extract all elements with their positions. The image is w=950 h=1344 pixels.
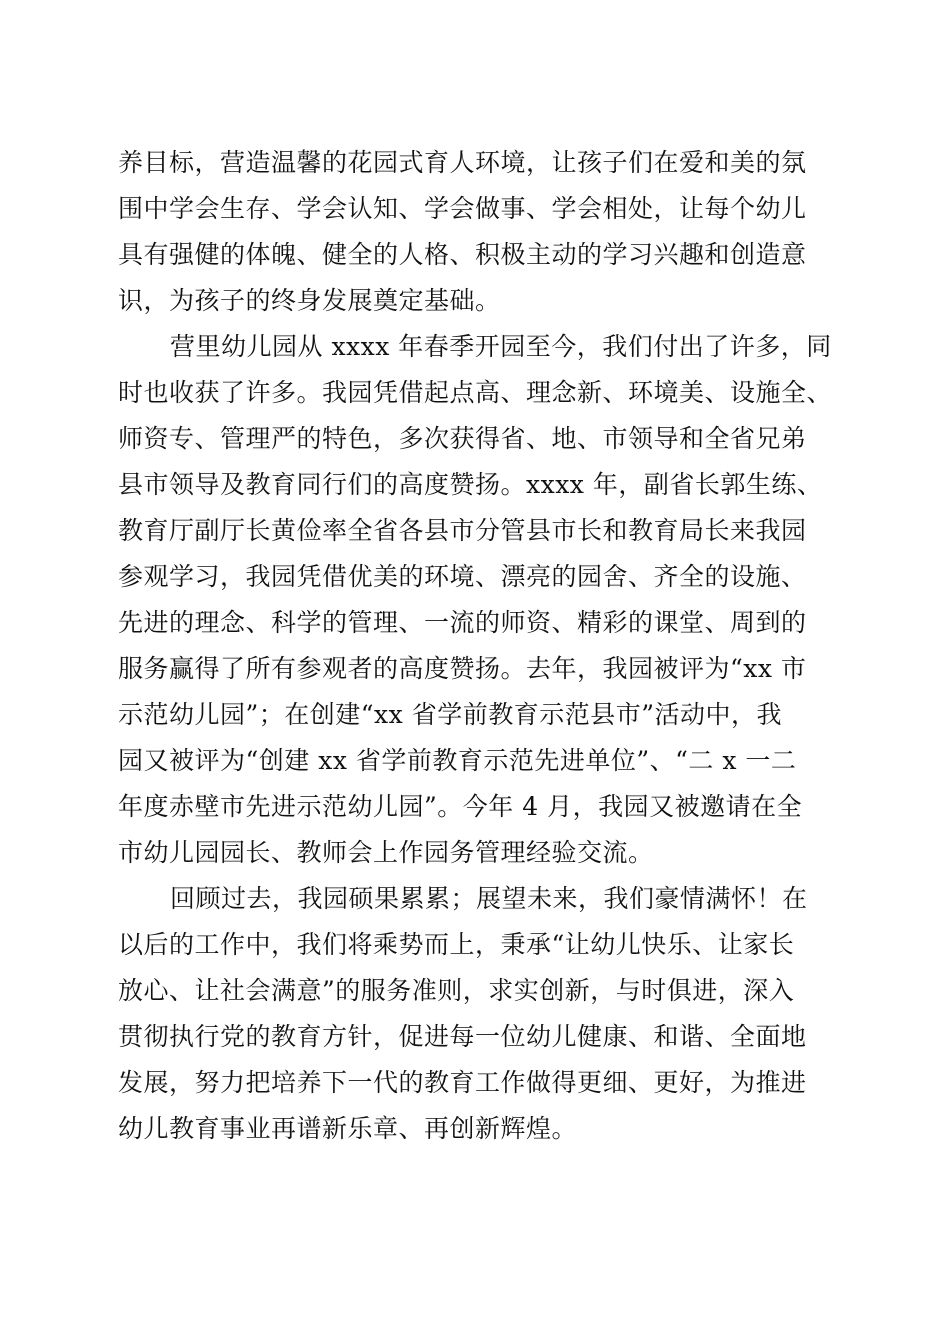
paragraph-2-line-12: 市幼儿园园长、教师会上作园务管理经验交流。 — [118, 838, 654, 867]
paragraph-3-line-1: 回顾过去，我园硕果累累；展望未来，我们豪情满怀！在 — [170, 884, 808, 913]
paragraph-2-line-11: 年度赤壁市先进示范幼儿园”。今年 4 月，我园又被邀请在全 — [118, 792, 803, 821]
paragraph-2-line-5: 教育厅副厅长黄俭率全省各县市分管县市长和教育局长来我园 — [118, 516, 807, 545]
paragraph-2-line-6: 参观学习，我园凭借优美的环境、漂亮的园舍、齐全的设施、 — [118, 562, 807, 591]
paragraph-1-line-1: 养目标，营造温馨的花园式育人环境，让孩子们在爱和美的氛 — [118, 148, 807, 177]
paragraph-1-line-2: 围中学会生存、学会认知、学会做事、学会相处，让每个幼儿 — [118, 194, 807, 223]
paragraph-3-line-5: 发展，努力把培养下一代的教育工作做得更细、更好，为推进 — [118, 1068, 807, 1097]
paragraph-2-line-2: 时也收获了许多。我园凭借起点高、理念新、环境美、设施全、 — [118, 378, 833, 407]
paragraph-2-line-10: 园又被评为“创建 xx 省学前教育示范先进单位”、“二 x 一二 — [118, 746, 797, 775]
paragraph-3-line-4: 贯彻执行党的教育方针，促进每一位幼儿健康、和谐、全面地 — [118, 1022, 807, 1051]
paragraph-3-line-3: 放心、让社会满意”的服务准则，求实创新，与时俱进，深入 — [118, 976, 795, 1005]
paragraph-3-line-2: 以后的工作中，我们将乘势而上，秉承“让幼儿快乐、让家长 — [118, 930, 795, 959]
paragraph-2-line-7: 先进的理念、科学的管理、一流的师资、精彩的课堂、周到的 — [118, 608, 807, 637]
paragraph-2-line-4: 县市领导及教育同行们的高度赞扬。xxxx 年，副省长郭生练、 — [118, 470, 823, 499]
paragraph-3-line-6: 幼儿教育事业再谱新乐章、再创新辉煌。 — [118, 1114, 578, 1143]
paragraph-2-line-3: 师资专、管理严的特色，多次获得省、地、市领导和全省兄弟 — [118, 424, 807, 453]
paragraph-2-line-9: 示范幼儿园”；在创建“xx 省学前教育示范县市”活动中，我 — [118, 700, 782, 729]
body-text — [118, 140, 838, 1152]
paragraph-2-line-8: 服务赢得了所有参观者的高度赞扬。去年，我园被评为“xx 市 — [118, 654, 807, 683]
paragraph-1-line-3: 具有强健的体魄、健全的人格、积极主动的学习兴趣和创造意 — [118, 240, 807, 269]
paragraph-2-line-1: 营里幼儿园从 xxxx 年春季开园至今，我们付出了许多，同 — [170, 332, 832, 361]
paragraph-1-line-4: 识，为孩子的终身发展奠定基础。 — [118, 286, 501, 315]
